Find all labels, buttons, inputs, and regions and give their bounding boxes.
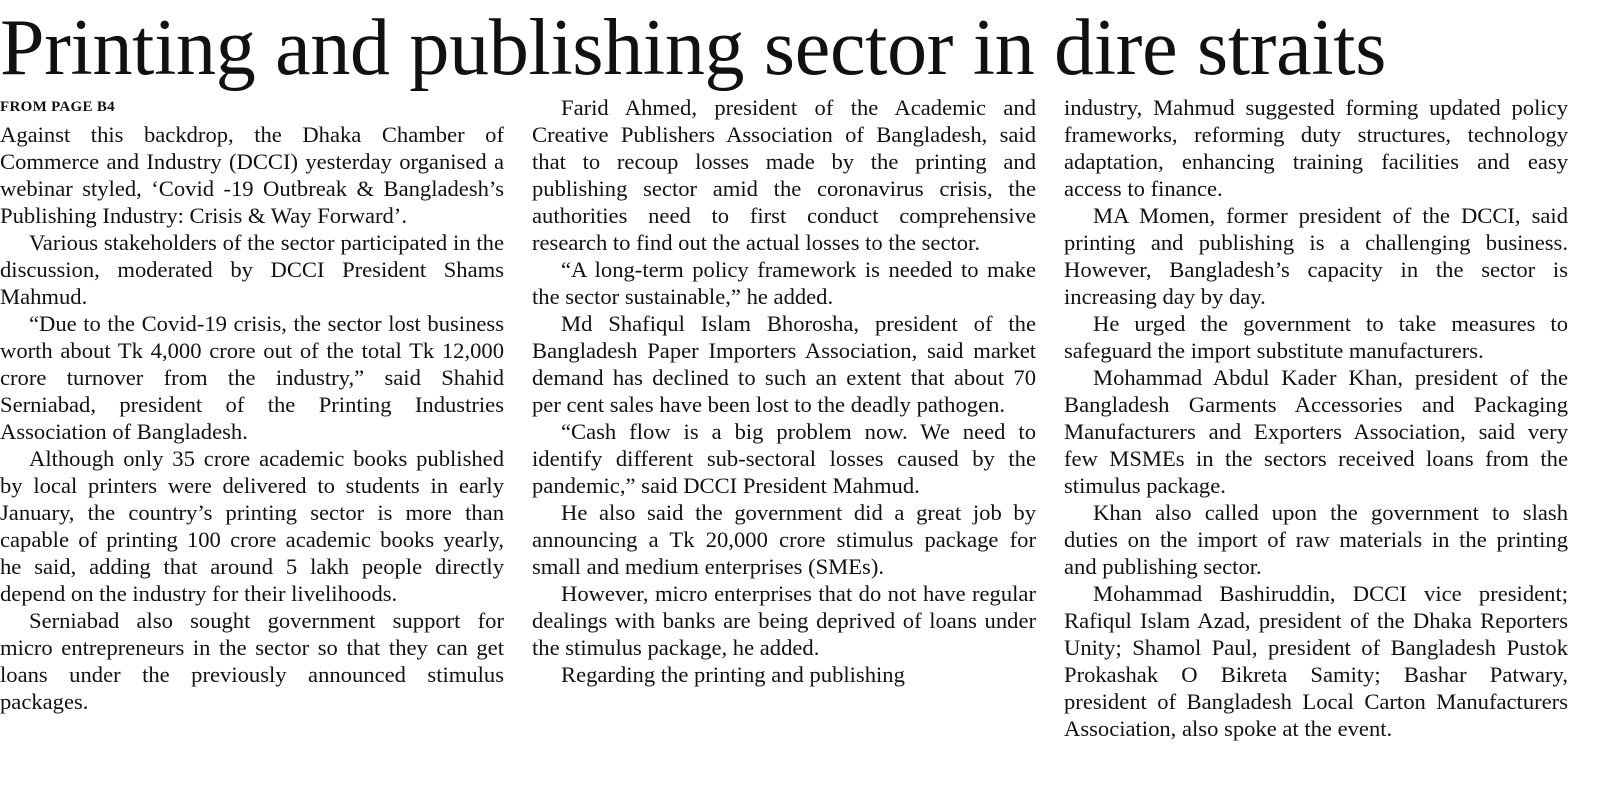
headline: Printing and publishing sector in dire straits	[0, 4, 1387, 92]
paragraph: MA Momen, former president of the DCCI, said printing and publishing is a challenging business. However, Bangladesh’s capacity in the sector is increasing day by day.	[1064, 203, 1568, 309]
paragraph: Md Shafiqul Islam Bhorosha, president of the Bangladesh Paper Importers Association, said market demand has declined to such an extent that about 70 per cent sales have been lost to the deadly pathogen.	[532, 311, 1036, 417]
paragraph: Khan also called upon the government to slash duties on the import of raw materials in the printing and publishing sector.	[1064, 500, 1568, 579]
paragraph: Against this backdrop, the Dhaka Chamber of Commerce and Industry (DCCI) yesterday organised a webinar styled, ‘Covid -19 Outbreak & Bangladesh’s Publishing Industry: Crisis & Way Forward’.	[0, 122, 504, 228]
paragraph: “Due to the Covid-19 crisis, the sector lost business worth about Tk 4,000 crore out of the total Tk 12,000 crore turnover from the industry,” said Shahid Serniabad, president of the Printing Industries Association of Bangladesh.	[0, 311, 504, 444]
page-reference: FROM PAGE B4	[0, 99, 115, 115]
paragraph: Regarding the printing and publishing	[561, 662, 905, 687]
paragraph: Serniabad also sought government support for micro entrepreneurs in the sector so that they can get loans under the previously announced stimulus packages.	[0, 608, 504, 714]
paragraph: “Cash flow is a big problem now. We need to identify different sub-sectoral losses caused by the pandemic,” said DCCI President Mahmud.	[532, 419, 1036, 498]
article-column-3	[1064, 94, 1568, 794]
paragraph: However, micro enterprises that do not have regular dealings with banks are being deprived of loans under the stimulus package, he added.	[532, 581, 1036, 660]
paragraph: Various stakeholders of the sector participated in the discussion, moderated by DCCI President Shams Mahmud.	[0, 230, 504, 309]
article-column-1	[0, 94, 504, 794]
paragraph: Mohammad Bashiruddin, DCCI vice president; Rafiqul Islam Azad, president of the Dhaka Reporters Unity; Shamol Paul, president of Bangladesh Pustok Prokashak O Bikreta Samity; Bashar Patwary, president of Bangladesh Local Carton Manufacturers Association, also spoke at the event.	[1064, 581, 1568, 741]
paragraph: Mohammad Abdul Kader Khan, president of the Bangladesh Garments Accessories and Packaging Manufacturers and Exporters Association, said very few MSMEs in the sectors received loans from the stimulus package.	[1064, 365, 1568, 498]
paragraph: He also said the government did a great job by announcing a Tk 20,000 crore stimulus package for small and medium enterprises (SMEs).	[532, 500, 1036, 579]
paragraph: He urged the government to take measures to safeguard the import substitute manufacturers.	[1064, 311, 1568, 363]
paragraph: Farid Ahmed, president of the Academic and Creative Publishers Association of Bangladesh, said that to recoup losses made by the printing and publishing sector amid the coronavirus crisis, the authorities need to first conduct comprehensive research to find out the actual losses to the sector.	[532, 95, 1036, 255]
paragraph: industry, Mahmud suggested forming updated policy frameworks, reforming duty structures, technology adaptation, enhancing training facilities and easy access to finance.	[1064, 95, 1568, 201]
article-column-2	[532, 94, 1036, 794]
paragraph: “A long-term policy framework is needed to make the sector sustainable,” he added.	[532, 257, 1036, 309]
paragraph: Although only 35 crore academic books published by local printers were delivered to students in early January, the country’s printing sector is more than capable of printing 100 crore academic books yearly, he said, adding that around 5 lakh people directly depend on the industry for their livelihoods.	[0, 446, 504, 606]
